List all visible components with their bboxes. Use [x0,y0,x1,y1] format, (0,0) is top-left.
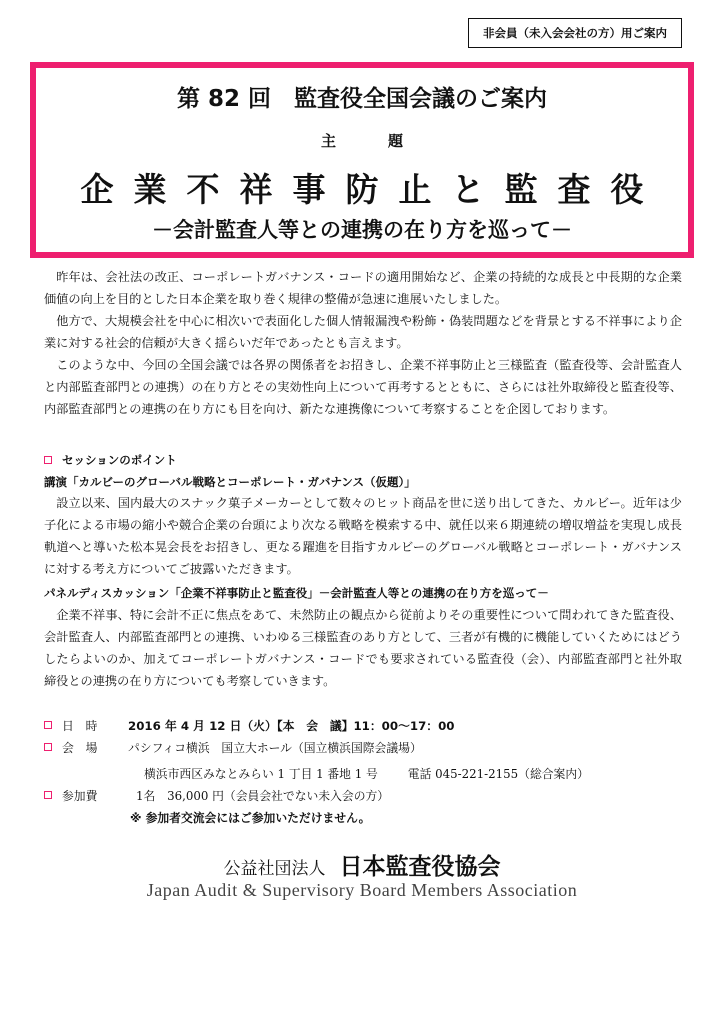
fee-value: 1名 36,000 円（会員会社でない未入会の方） [136,789,390,803]
theme-title: 企業不祥事防止と監査役 [80,170,664,209]
date-value: 2016 年 4 月 12 日（火）【本 会 議】11：00～17：00 [128,719,455,733]
main-title: 第 82 回 監査役全国会議のご案内 [176,86,548,112]
lecture-section [44,492,682,580]
date-label: 日 時 [62,719,98,733]
event-info [44,715,589,829]
audience-tag-text: 非会員（未入会会社の方）用ご案内 [483,26,667,40]
intro-section [44,266,682,420]
venue-row [44,737,589,759]
square-bullet-icon [44,791,52,799]
panel-title-text: パネルディスカッション「企業不祥事防止と監査役」－会計監査人等との連携の在り方を巡って－ [44,586,549,600]
audience-tag [468,18,682,48]
intro-paragraph: 他方で、大規模会社を中心に相次いで表面化した個人情報漏洩や粉飾・偽装問題などを背景とする不祥事により企業に対する社会的信頼が大きく揺らいだ年であったとも言えます。 [44,314,682,350]
fee-row [44,785,589,807]
org-prefix: 公益社団法人 [223,859,326,879]
session-heading [44,452,177,468]
square-bullet-icon [44,456,52,464]
intro-paragraph: 昨年は、会社法の改正、コーポレートガバナンス・コードの適用開始など、企業の持続的な成長と中長期的な企業価値の向上を目的とした日本企業を取り巻く規律の整備が急速に進展いたしました。 [44,270,682,306]
fee-note-row [44,807,589,829]
lecture-title [44,474,416,490]
venue-label: 会 場 [62,741,98,755]
title-frame [30,62,694,258]
lecture-body: 設立以来、国内最大のスナック菓子メーカーとして数々のヒット商品を世に送り出してきた、カルビー。近年は少子化による市場の縮小や競合企業の台頭により次なる戦略を模索する中、就任以来６期連続の増収増益を実現し成長軌道へと導いた松本晃会長をお招きし、更なる躍進を目指すカルビーのグローバル戦略とコーポレート・ガバナンスに対する考え方についてご披露いただきます。 [44,496,682,576]
org-name: 日本監査役協会 [339,854,501,880]
square-bullet-icon [44,743,52,751]
panel-title [44,585,549,601]
fee-label: 参加費 [62,789,98,803]
organization [0,848,724,881]
address-row [44,763,589,785]
panel-body: 企業不祥事、特に会計不正に焦点をあて、未然防止の観点から従前よりその重要性について問われてきた監査役、会計監査人、内部監査部門との連携、いわゆる三様監査のあり方として、三者が有機的に機能していくためにはどうしたらよいのか、加えてコーポレートガバナンス・コードでも要求されている監査役（会）、内部監査部門と社外取締役との連携の在り方についても考察していきます。 [44,608,682,688]
fee-note: ※ 参加者交流会にはご参加いただけません。 [130,811,371,825]
lecture-title-text: 講演「カルビーのグローバル戦略とコーポレート・ガバナンス（仮題）」 [44,475,416,489]
venue-phone: 電話 045-221-2155（総合案内） [407,767,589,781]
panel-section [44,604,682,692]
square-bullet-icon [44,721,52,729]
org-english-name: Japan Audit & Supervisory Board Members Association [146,880,578,900]
venue-value: パシフィコ横浜 国立大ホール（国立横浜国際会議場） [128,741,422,755]
venue-address: 横浜市西区みなとみらい 1 丁目 1 番地 1 号 [144,767,378,781]
theme-subtitle: －会計監査人等との連携の在り方を巡って－ [152,218,572,242]
session-heading-text: セッションのポイント [62,453,177,467]
theme-label: 主題 [320,132,455,150]
intro-paragraph: このような中、今回の全国会議では各界の関係者をお招きし、企業不祥事防止と三様監査（監査役等、会計監査人と内部監査部門との連携）の在り方とその実効性向上について再考するとともに、さらには社外取締役と監査役等、内部監査部門との連携の在り方にも目を向け、新たな連携像について考察することを企図しております。 [44,358,682,416]
date-row [44,715,589,737]
